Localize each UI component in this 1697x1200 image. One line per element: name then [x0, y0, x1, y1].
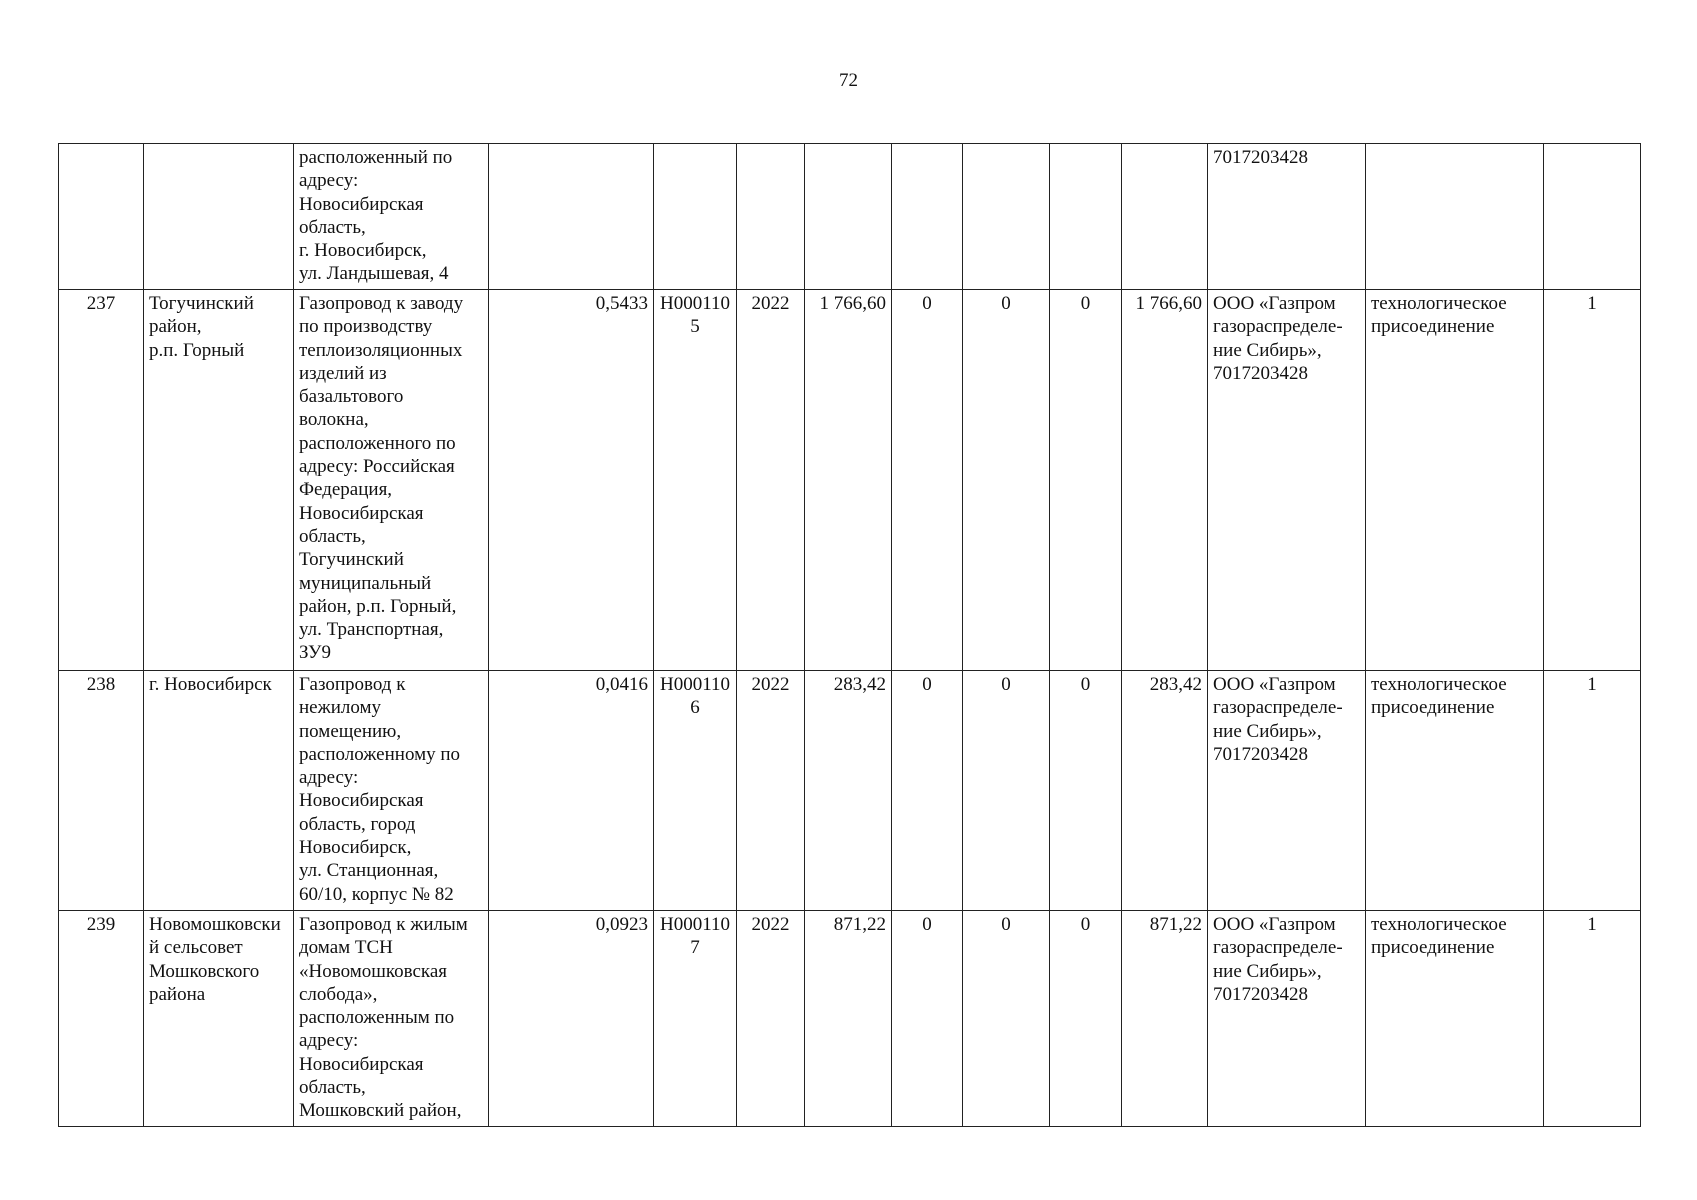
cell-cost: 283,42 [805, 671, 892, 911]
cell-number: 237 [59, 290, 144, 671]
cell-value-1: 0 [892, 290, 963, 671]
cell-value-2 [963, 144, 1050, 290]
table-row [59, 144, 1641, 290]
cell-value-2: 0 [963, 911, 1050, 1127]
cell-value-2: 0 [963, 671, 1050, 911]
cell-value-3: 0 [1050, 671, 1122, 911]
cell-cost [805, 144, 892, 290]
page-number: 72 [839, 70, 858, 91]
cell-inventory-number: Н000110 5 [654, 290, 737, 671]
table-row [59, 290, 1641, 671]
cell-object: расположенный по адресу: Новосибирская область, г. Новосибирск, ул. Ландышевая, 4 [294, 144, 489, 290]
cell-value-2: 0 [963, 290, 1050, 671]
table-row [59, 911, 1641, 1127]
cell-total: 283,42 [1122, 671, 1208, 911]
cell-inventory-number [654, 144, 737, 290]
cell-value-1: 0 [892, 911, 963, 1127]
cell-district: Тогучинский район, р.п. Горный [144, 290, 294, 671]
cell-owner: ООО «Газпром газораспределе- ние Сибирь», 7017203428 [1208, 290, 1366, 671]
cell-number: 238 [59, 671, 144, 911]
cell-value-3: 0 [1050, 290, 1122, 671]
cell-length: 0,5433 [489, 290, 654, 671]
cell-number: 239 [59, 911, 144, 1127]
cell-cost: 1 766,60 [805, 290, 892, 671]
cell-owner: 7017203428 [1208, 144, 1366, 290]
cell-year: 2022 [737, 911, 805, 1127]
cell-purpose: технологическое присоединение [1366, 290, 1544, 671]
cell-object: Газопровод к нежилому помещению, расположенному по адресу: Новосибирская область, город Новосибирск, ул. Станционная, 60/10, корпус № 82 [294, 671, 489, 911]
cell-purpose: технологическое присоединение [1366, 671, 1544, 911]
cell-purpose [1366, 144, 1544, 290]
cell-total [1122, 144, 1208, 290]
cell-owner: ООО «Газпром газораспределе- ние Сибирь», 7017203428 [1208, 911, 1366, 1127]
cell-year [737, 144, 805, 290]
gas-pipeline-table [58, 143, 1641, 1127]
table-row [59, 671, 1641, 911]
cell-cost: 871,22 [805, 911, 892, 1127]
cell-length [489, 144, 654, 290]
cell-count: 1 [1544, 290, 1641, 671]
cell-value-3: 0 [1050, 911, 1122, 1127]
cell-number [59, 144, 144, 290]
cell-year: 2022 [737, 671, 805, 911]
cell-value-3 [1050, 144, 1122, 290]
cell-inventory-number: Н000110 6 [654, 671, 737, 911]
cell-district: г. Новосибирск [144, 671, 294, 911]
cell-count: 1 [1544, 671, 1641, 911]
cell-district: Новомошковски й сельсовет Мошковского района [144, 911, 294, 1127]
cell-object: Газопровод к жилым домам ТСН «Новомошковская слобода», расположенным по адресу: Новосибирская область, Мошковский район, [294, 911, 489, 1127]
cell-length: 0,0923 [489, 911, 654, 1127]
cell-value-1 [892, 144, 963, 290]
cell-year: 2022 [737, 290, 805, 671]
cell-total: 1 766,60 [1122, 290, 1208, 671]
cell-district [144, 144, 294, 290]
cell-total: 871,22 [1122, 911, 1208, 1127]
cell-count: 1 [1544, 911, 1641, 1127]
cell-inventory-number: Н000110 7 [654, 911, 737, 1127]
cell-value-1: 0 [892, 671, 963, 911]
cell-purpose: технологическое присоединение [1366, 911, 1544, 1127]
cell-length: 0,0416 [489, 671, 654, 911]
cell-count [1544, 144, 1641, 290]
cell-object: Газопровод к заводу по производству теплоизоляционных изделий из базальтового волокна, расположенного по адресу: Российская Федерация, Новосибирская область, Тогучинский муниципальный район, р.п. Горный, ул. Транспортная, ЗУ9 [294, 290, 489, 671]
cell-owner: ООО «Газпром газораспределе- ние Сибирь», 7017203428 [1208, 671, 1366, 911]
